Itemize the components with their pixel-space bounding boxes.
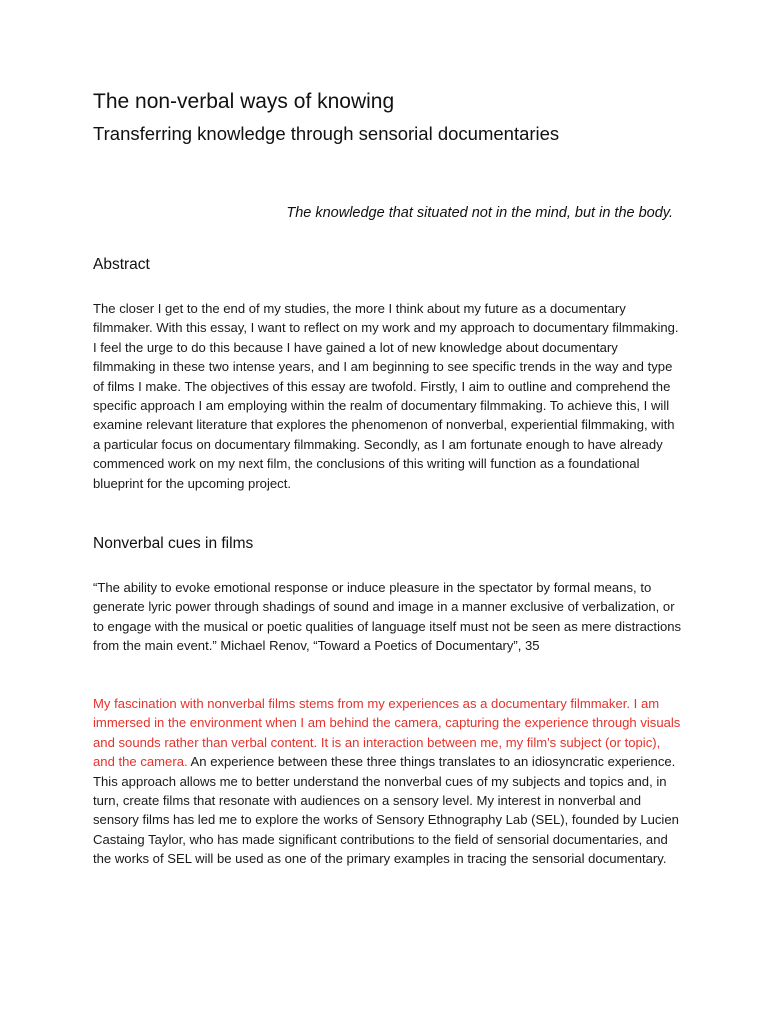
document-title: The non-verbal ways of knowing: [93, 90, 395, 113]
nonverbal-cues-heading: Nonverbal cues in films: [93, 535, 254, 552]
paragraph-continuation: An experience between these three things translates to an idiosyncratic experience. This approach allows me to better understand the nonverbal cues of my subjects and topics and, in turn, create films that resonate with audiences on a sensory level. My interest in nonverbal and sensory films has led me to explore the works of Sensory Ethnography Lab (SEL), founded by Lucien Castaing Taylor, who has made significant contributions to the field of sensorial documentaries, and the works of SEL will be used as one of the primary examples in tracing the sensorial documentary.: [93, 754, 679, 867]
fascination-paragraph: [93, 694, 683, 869]
document-subtitle: Transferring knowledge through sensorial documentaries: [93, 123, 560, 144]
abstract-paragraph: The closer I get to the end of my studies, the more I think about my future as a documentary filmmaker. With this essay, I want to reflect on my work and my approach to documentary filmmaking. I feel the urge to do this because I have gained a lot of new knowledge about documentary filmmaking in these two intense years, and I am beginning to see specific trends in the way and type of films I make. The objectives of this essay are twofold. Firstly, I aim to outline and comprehend the specific approach I am employing within the realm of documentary filmmaking. To achieve this, I will examine relevant literature that explores the phenomenon of nonverbal, experiential filmmaking, with a particular focus on documentary filmmaking. Secondly, as I am fortunate enough to have already commenced work on my next film, the conclusions of this writing will function as a foundational blueprint for the upcoming project.: [93, 301, 679, 491]
highlighted-text: My fascination with nonverbal films stems from my experiences as a documentary filmmaker. I am immersed in the environment when I am behind the camera, capturing the experience through visuals and sounds rather than verbal content. It is an interaction between me, my film's subject (or topic), and the camera.: [93, 696, 681, 770]
abstract-heading: Abstract: [93, 256, 150, 273]
epigraph: The knowledge that situated not in the mind, but in the body.: [286, 205, 673, 221]
renov-quote-paragraph: “The ability to evoke emotional response or induce pleasure in the spectator by formal means, to generate lyric power through shadings of sound and image in a manner exclusive of verbalization, or to engage with the musical or poetic qualities of language itself must not be seen as mere distractions from the main event.” Michael Renov, “Toward a Poetics of Documentary”, 35: [93, 580, 682, 654]
